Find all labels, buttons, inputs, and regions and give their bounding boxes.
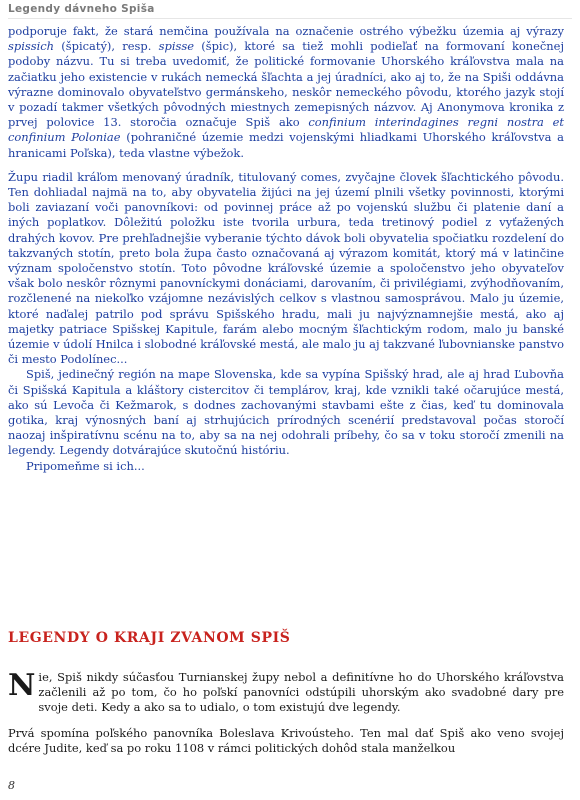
intro-p1-term-spissich: spissich (8, 39, 55, 54)
drop-cap: N (8, 668, 36, 703)
intro-p1-part-b: (špicatý), resp. (54, 39, 159, 54)
intro-p1-latin-quote: confinium interindagines regni nostra et confinium Poloniae (8, 115, 565, 145)
page-number: 8 (8, 779, 15, 792)
legend-paragraph-2: Prvá spomína poľského panovníka Boleslava Krivoústeho. Ten mal dať Spiš ako veno svojej dcére Judite, keď sa po roku 1108 v rámci politických dohôd stala manželkou (8, 725, 564, 755)
intro-paragraph-3: Spiš, jedinečný región na mape Slovenska, kde sa vypína Spišský hrad, ale aj hrad Ľubovňa či Spišská Kapitula a kláštory cistercitov či templárov, kraj, kde vznikli také očarujúce mestá, ako sú Levoča či Kežmarok, s dodnes zachovanými stavbami ešte z čias, keď tu dominovala gotika, kraj výnosných baní aj strhujúcich prírodných scenérií predstavoval počas storočí naozaj inšpiratívnu scénu na to, aby sa na nej odohrali príbehy, čo sa v toku storočí zmenili na legendy. Legendy dotvárajúce skutočnú históriu. (8, 367, 564, 458)
section-heading: LEGENDY O KRAJI ZVANOM SPIŠ (8, 630, 291, 646)
intro-p1-part-a: podporuje fakt, že stará nemčina používala na označenie ostrého výbežku územia aj výrazy (8, 24, 564, 38)
running-head: Legendy dávneho Spiša (8, 3, 572, 19)
intro-paragraph-4: Pripomeňme si ich... (26, 458, 145, 473)
intro-text-block (8, 24, 564, 474)
legend-text-block (8, 670, 564, 756)
legend-paragraph-1 (8, 670, 564, 716)
intro-paragraph-1 (8, 24, 564, 161)
legend-p1-text: ie, Spiš nikdy súčasťou Turnianskej župy nebol a definitívne ho do Uhorského kráľovstva začlenili až po tom, čo ho poľskí panovníci odstúpili uhorským ako svadobné dary pre svoje deti. Kedy a ako sa to udialo, o tom existujú dve legendy. (38, 670, 564, 715)
intro-p1-term-spisse: spisse (158, 39, 194, 54)
intro-p1-part-c: (špic), ktoré sa tiež mohli podieľať na formovaní konečnej podoby názvu. Tu si treba uvedomiť, že politické formovanie Uhorského kráľovstva mala na začiatku jeho existencie v rukách nemecká šľachta a jej úradníci, ako aj to, že na Spiši oddávna výrazne dominovalo obyvateľstvo germánskeho, neskôr nemeckého pôvodu, ktorého jazyk stojí v pozadí takmer všetkých pôvodných miestnych zemepisných názvov. Aj Anonymova kronika z prvej polovice 13. storočia označuje Spiš ako (8, 39, 564, 130)
intro-paragraph-2: Župu riadil kráľom menovaný úradník, titulovaný comes, zvyčajne človek šľachtického pôvodu. Ten dohliadal najmä na to, aby obyvatelia žijúci na jej území plnili všetky povinnosti, ktorými boli zaviazaní voči panovníkovi: od povinnej práce až po vojenskú službu či platenie daní a iných poplatkov. Dôležitú položku iste tvorila urbura, teda tretinový podiel z vyťažených drahých kovov. Pre prehľadnejšie vyberanie týchto dávok boli obyvatelia spočiatku rozdelení do takzvaných stotín, preto bola župa často označovaná aj výrazom komitát, ktorý má v latinčine význam spoločenstvo stotín. Toto pôvodne kráľovské územie a spoločenstvo jeho obyvateľov však bolo neskôr rôznymi panovníckymi donáciami, darovaním, či privilégiami, zvýhodňovaním, rozčlenené na niekoľko vzájomne nezávislých celkov s vlastnou samosprávou. Malo ju územie, ktoré naďalej patrilo pod správu Spišského hradu, mali ju najvýznamnejšie mestá, ako aj majetky patriace Spišskej Kapitule, farám alebo mocným šľachtickým rodom, malo ju banské územie v údolí Hnilca i slobodné kráľovské mestá, ale malo ju aj takzvané ľubovnianske panstvo či mesto Podolínec... (8, 169, 564, 367)
intro-p1-part-d: (pohraničné územie medzi vojenskými hliadkami Uhorského kráľovstva a hranicami Poľska), teda vlastne výbežok. (8, 130, 564, 160)
